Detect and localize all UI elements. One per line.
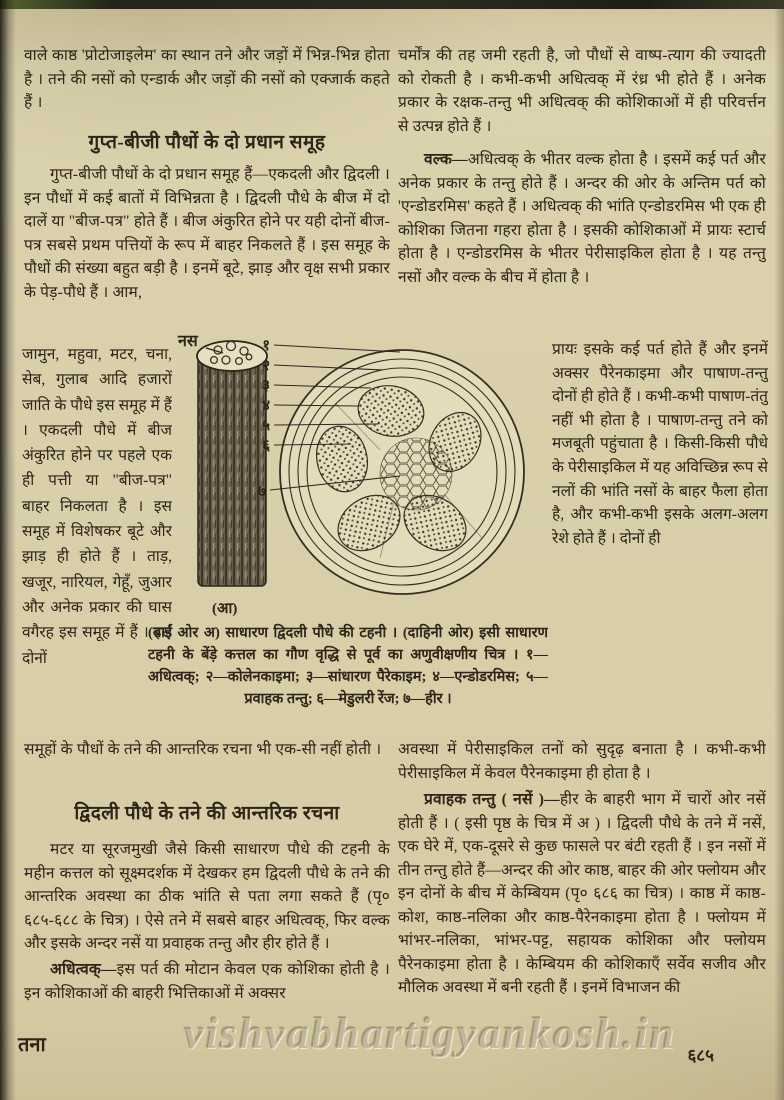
- section-heading-seed-groups: गुप्त-बीजी पौधों के दो प्रधान समूह: [88, 132, 326, 153]
- section-heading-internal-structure: द्विदली पौधे के तने की आन्तरिक रचना: [74, 803, 340, 824]
- paragraph-epidermis: [24, 958, 390, 1008]
- paragraph-cortex: [398, 148, 766, 334]
- page-right-edge: [774, 0, 784, 1100]
- cortex-term: वल्क—: [424, 151, 468, 168]
- paragraph-pericycle-end: अवस्था में पेरीसाइकिल तनों को सुदृढ़ बनाता है । कभी-कभी पेरीसाइकिल में केवल पैरेनकाइमा ही होता है ।: [398, 741, 766, 782]
- paragraph-protoxylem: वाले काष्ठ 'प्रोटोजाइलेम' का स्थान तने और जड़ों में भिन्न-भिन्न होता है । तने की नसों को एन्डार्क और जड़ों की नसों को एक्जार्क कहते हैं ।: [24, 47, 390, 111]
- paragraph-internal-structure: मटर या सूरजमुखी जैसे किसी साधारण पौधे की टहनी के महीन कत्तल को सूक्ष्मदर्शक में देखकर हम द्विदली पौधे के तने की आन्तरिक अवस्था का ठीक भांति से पता लगा सकते हैं (पृ० ६८५-६८८ के चित्र) । ऐसे तने में सबसे बाहर अधित्वक्, फिर वल्क और इसके अन्दर नसें या प्रवाहक तन्तु और हीर होते हैं ।: [24, 841, 390, 952]
- figure-caption: (बाईं ओर अ) साधारण द्विदली पौधे की टहनी । (दाहिनी ओर) इसी साधारण टहनी के बेंड़े कत्तल का गौण वृद्धि से पूर्व का अणुवीक्षणीय चित्र । १—अधित्वक्; २—कोलेनकाइमा; ३—सांधारण पैरेकाइम; ४—एन्डोडरमिस; ५—प्रवाहक तन्तु; ६—मेडुलरी रेंज; ७—हीर ।: [148, 625, 548, 707]
- stem-cross-section-figure: [176, 332, 549, 618]
- figure-number-6: ६: [262, 438, 270, 454]
- cross-section-drawing: [258, 338, 524, 594]
- vascular-term: प्रवाहक तन्तु ( नसें )—: [424, 791, 560, 808]
- figure-number-3: ३: [262, 378, 270, 394]
- page-top-edge: [0, 0, 784, 9]
- twig-drawing: [177, 333, 267, 617]
- figure-number-7: ७: [258, 484, 266, 500]
- watermark: vishvabhartigyankosh.in: [183, 1009, 677, 1058]
- paragraph-cuticle: चर्मोंत्र की तह जमी रहती है, जो पौधों से वाष्प-त्याग की ज्यादती को रोकती है । कभी-कभी अधित्वक् में रंध्र भी होते हैं । अनेक प्रकार के रक्षक-तन्तु भी अधित्वक् की कोशिकाओं में ही परिवर्त्तन से उत्पन्न होते हैं ।: [398, 47, 766, 135]
- binding-shadow: [0, 0, 16, 1100]
- figure-number-5: ५: [262, 418, 270, 434]
- cortex-text: अधित्वक् के भीतर वल्क होता है । इसमें कई पर्त और अनेक प्रकार के तन्तु होते हैं । अन्दर की ओर के अन्तिम पर्त को 'एन्डोडरमिस' कहते हैं । अधित्वक् की भांति एन्डोडरमिस भी एक ही कोशिका जितना गहरा होता है । इसकी कोशिकाओं में प्रायः स्टार्च होता है । एन्डोडरमिस के भीतर पेरीसाइकिल होता है । यह तन्तु नसों और वल्क के बीच में होता है ।: [398, 151, 766, 286]
- epidermis-text: इस पर्त की मोटान केवल एक कोशिका होती है । इन कोशिकाओं की बाहरी भित्तिकाओं में अक्सर: [24, 961, 390, 1002]
- epidermis-term: अधित्वक्—: [50, 961, 117, 978]
- running-title: तना: [18, 1034, 46, 1056]
- figure-label-twig: (आ): [212, 601, 238, 617]
- figure-number-2: २: [262, 358, 270, 374]
- figure-number-4: ४: [262, 398, 270, 414]
- figure-number-1: १: [262, 338, 270, 354]
- vascular-text: हीर के बाहरी भाग में चारों ओर नसें होती हैं । ( इसी पृष्ठ के चित्र में अ ) । द्विदली पौधे के तने में नसें, एक घेरे में, एक-दूसरे से कुछ फासले पर बंटी रहती हैं । इन नसों में तीन तन्तु होते हैं—अन्दर की ओर काष्ठ, बाहर की ओर फ्लोयम और इन दोनों के बीच में केम्बियम (पृ० ६८६ का चित्र) । काष्ठ में काष्ठ-कोश, काष्ठ-नलिका और काष्ठ-पैरेनकाइमा होता है । फ्लोयम में भांभर-नलिका, भांभर-पट्ट, सहायक कोशिका और फ्लोयम पैरेनकाइमा होता है । केम्बियम की कोशिकाएँ सर्वेव सजीव और मौलिक अवस्था में बनी रहती हैं । इनमें विभाजन की: [398, 791, 766, 996]
- paragraph-pericycle-narrow: प्रायः इसके कई पर्त होते हैं और इनमें अक्सर पैरेनकाइमा और पाषाण-तन्तु दोनों ही होते हैं । कभी-कभी पाषाण-तंतु नहीं भी होता है । पाषाण-तन्तु तने को मजबूती पहुंचाता है । किसी-किसी पौधे के पेरीसाइकिल में यह अविच्छिन्न रूप से नलों की भांति नसों के बाहर फैला होता है, और कभी-कभी इसके अलग-अलग रेशे होते हैं । दोनों ही: [552, 341, 768, 547]
- page-number: ६८५: [687, 1046, 714, 1065]
- paragraph-seed-groups-narrow: जामुन, महुवा, मटर, चना, सेब, गुलाब आदि हजारों जाति के पौधे इस समूह में हैं । एकदली पौधे में बीज अंकुरित होने पर पहले एक ही पत्ती या "बीज-पत्र" बाहर निकलता है । इस समूह में विशेषकर बूटे और झाड़ ही होते हैं । ताड़, खजूर, नारियल, गेहूँ, जुआर और अनेक प्रकार की घास वगैरह इस समूह में हैं । इस दोनों: [22, 346, 172, 667]
- paragraph-seed-groups-end: समूहों के पौधों के तने की आन्तरिक रचना भी एक-सी नहीं होती ।: [24, 741, 382, 758]
- figure-label-vein: नस: [178, 333, 198, 350]
- paragraph-vascular-tissue: [398, 788, 766, 1024]
- paragraph-seed-groups: गुप्त-बीजी पौधों के दो प्रधान समूह हैं—एकदली और द्विदली । इन पौधों में कई बातों में विभिन्नता है । द्विदली पौधे के बीज में दो दालें या "बीज-पत्र" होते हैं । बीज अंकुरित होने पर यही दोनों बीज-पत्र सबसे प्रथम पत्तियों के रूप में बाहर निकलते हैं । इस समूह के पौधों की संख्या बहुत बड़ी है । इनमें बूटे, झाड़ और वृक्ष सभी प्रकार के पेड़-पौधे हैं । आम,: [24, 166, 390, 301]
